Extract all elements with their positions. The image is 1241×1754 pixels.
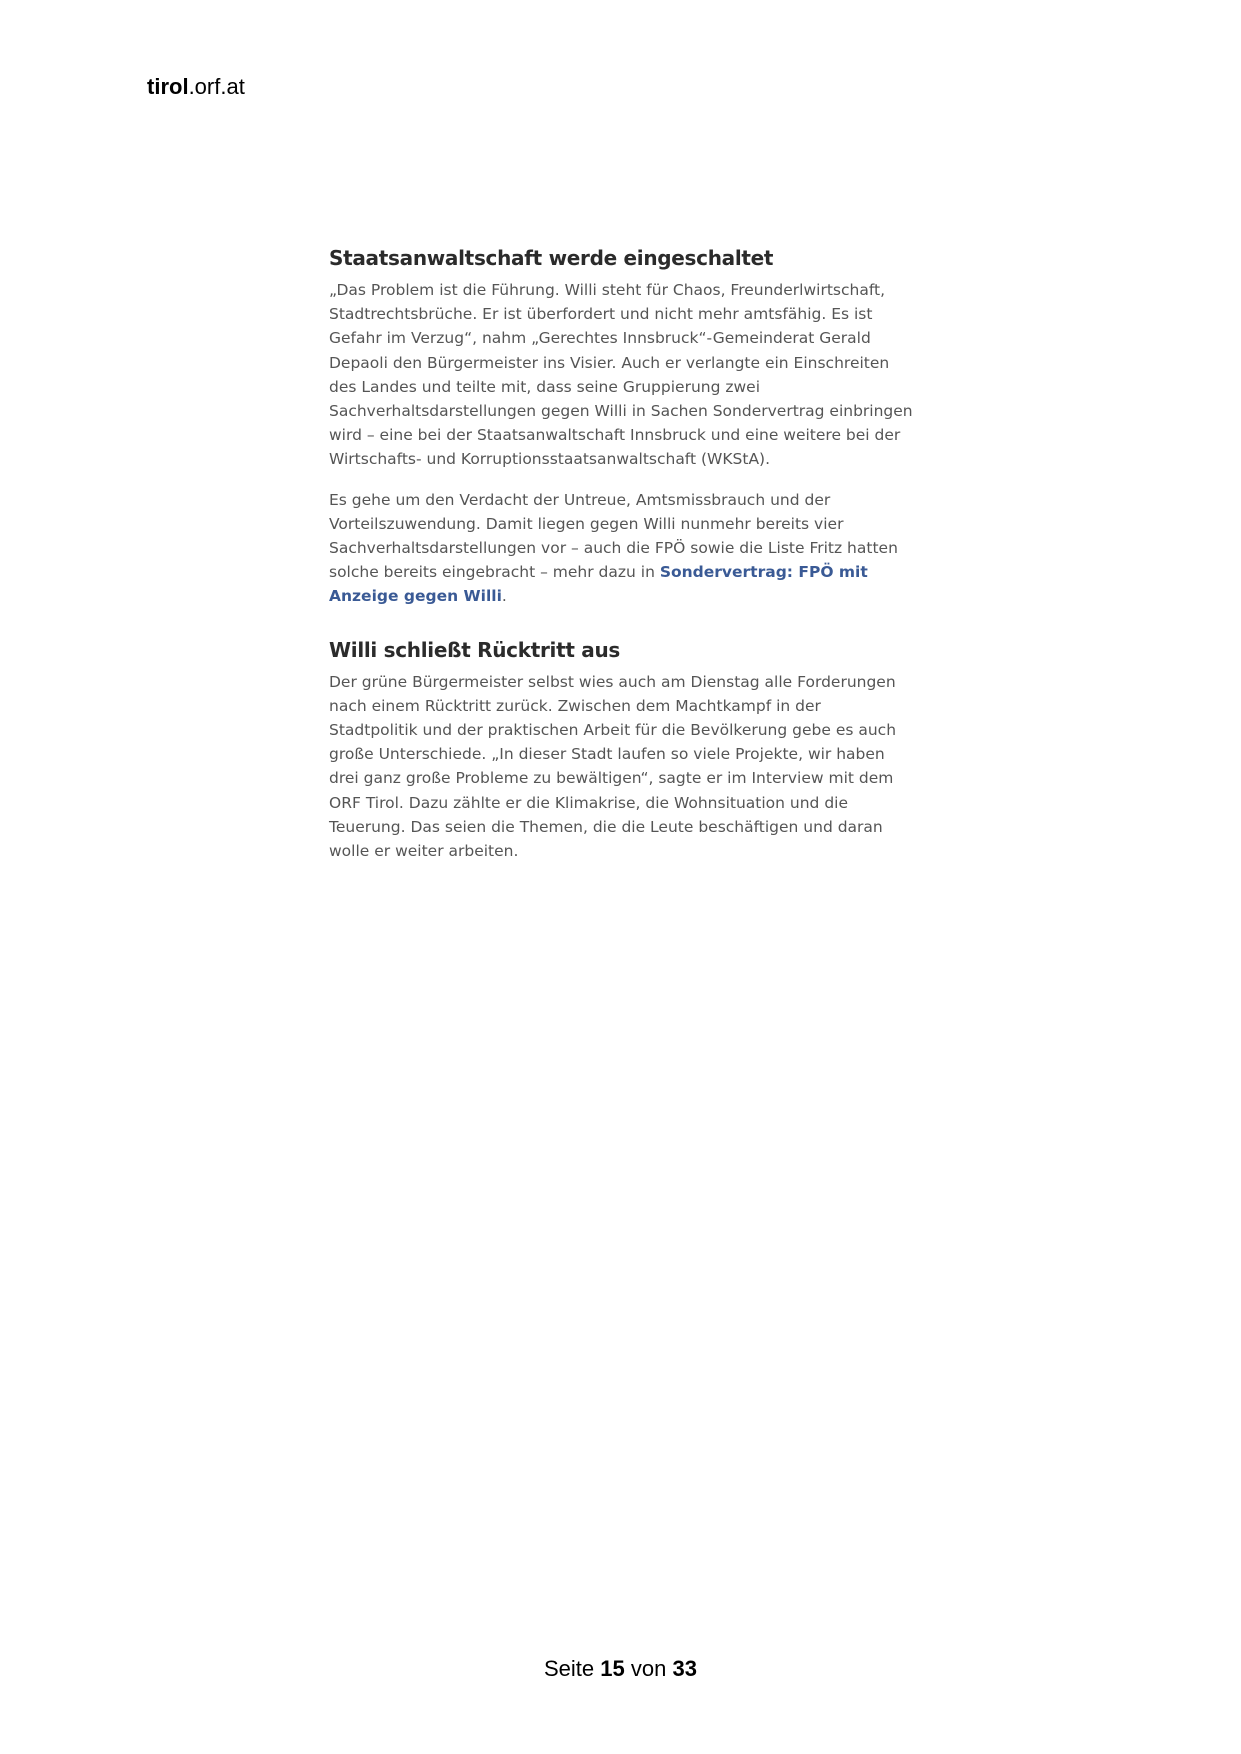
section-heading: Staatsanwaltschaft werde eingeschaltet — [329, 246, 774, 270]
paragraph-text: Es gehe um den Verdacht der Untreue, Amtsmissbrauch und der Vorteilszuwendung. Damit liegen gegen Willi nunmehr bereits vier Sachverhaltsdarstellungen vor – auch die FPÖ sowie die Liste Fritz hatten solche bereits eingebracht – mehr dazu in — [329, 490, 898, 582]
article-paragraph: „Das Problem ist die Führung. Willi steht für Chaos, Freunderlwirtschaft, Stadtrechtsbrüche. Er ist überfordert und nicht mehr amtsfähig. Es ist Gefahr im Verzug“, nahm „Gerechtes Innsbruck“-Gemeinderat Gerald Depaoli den Bürgermeister ins Visier. Auch er verlangte ein Einschreiten des Landes und teilte mit, dass seine Gruppierung zwei Sachverhaltsdarstellungen gegen Willi in Sachen Sondervertrag einbringen wird – eine bei der Staatsanwaltschaft Innsbruck und eine weitere bei der Wirtschafts- und Korruptionsstaatsanwaltschaft (WKStA). — [329, 281, 913, 469]
article-body — [329, 244, 914, 879]
page-footer — [0, 1656, 1241, 1682]
article-paragraph: Der grüne Bürgermeister selbst wies auch am Dienstag alle Forderungen nach einem Rücktritt zurück. Zwischen dem Machtkampf in der Stadtpolitik und der praktischen Arbeit für die Bevölkerung gebe es auch große Unterschiede. „In dieser Stadt laufen so viele Projekte, wir haben drei ganz große Probleme zu bewältigen“, sagte er im Interview mit dem ORF Tirol. Dazu zählte er die Klimakrise, die Wohnsituation und die Teuerung. Das seien die Themen, die die Leute beschäftigen und daran wolle er weiter arbeiten. — [329, 672, 897, 861]
paragraph-end: . — [501, 587, 507, 606]
site-header — [147, 74, 245, 100]
total-page-count: 33 — [672, 1656, 697, 1681]
related-article-link[interactable]: Sondervertrag: FPÖ mit Anzeige gegen Willi — [329, 563, 868, 606]
article-paragraph-with-link — [329, 488, 914, 609]
site-name-bold: tirol — [147, 74, 189, 99]
page-of-label: von — [630, 1656, 667, 1681]
section-heading: Willi schließt Rücktritt aus — [329, 637, 621, 662]
page-label: Seite — [544, 1656, 595, 1681]
current-page-number: 15 — [600, 1656, 625, 1681]
site-name-rest: .orf.at — [188, 74, 245, 99]
